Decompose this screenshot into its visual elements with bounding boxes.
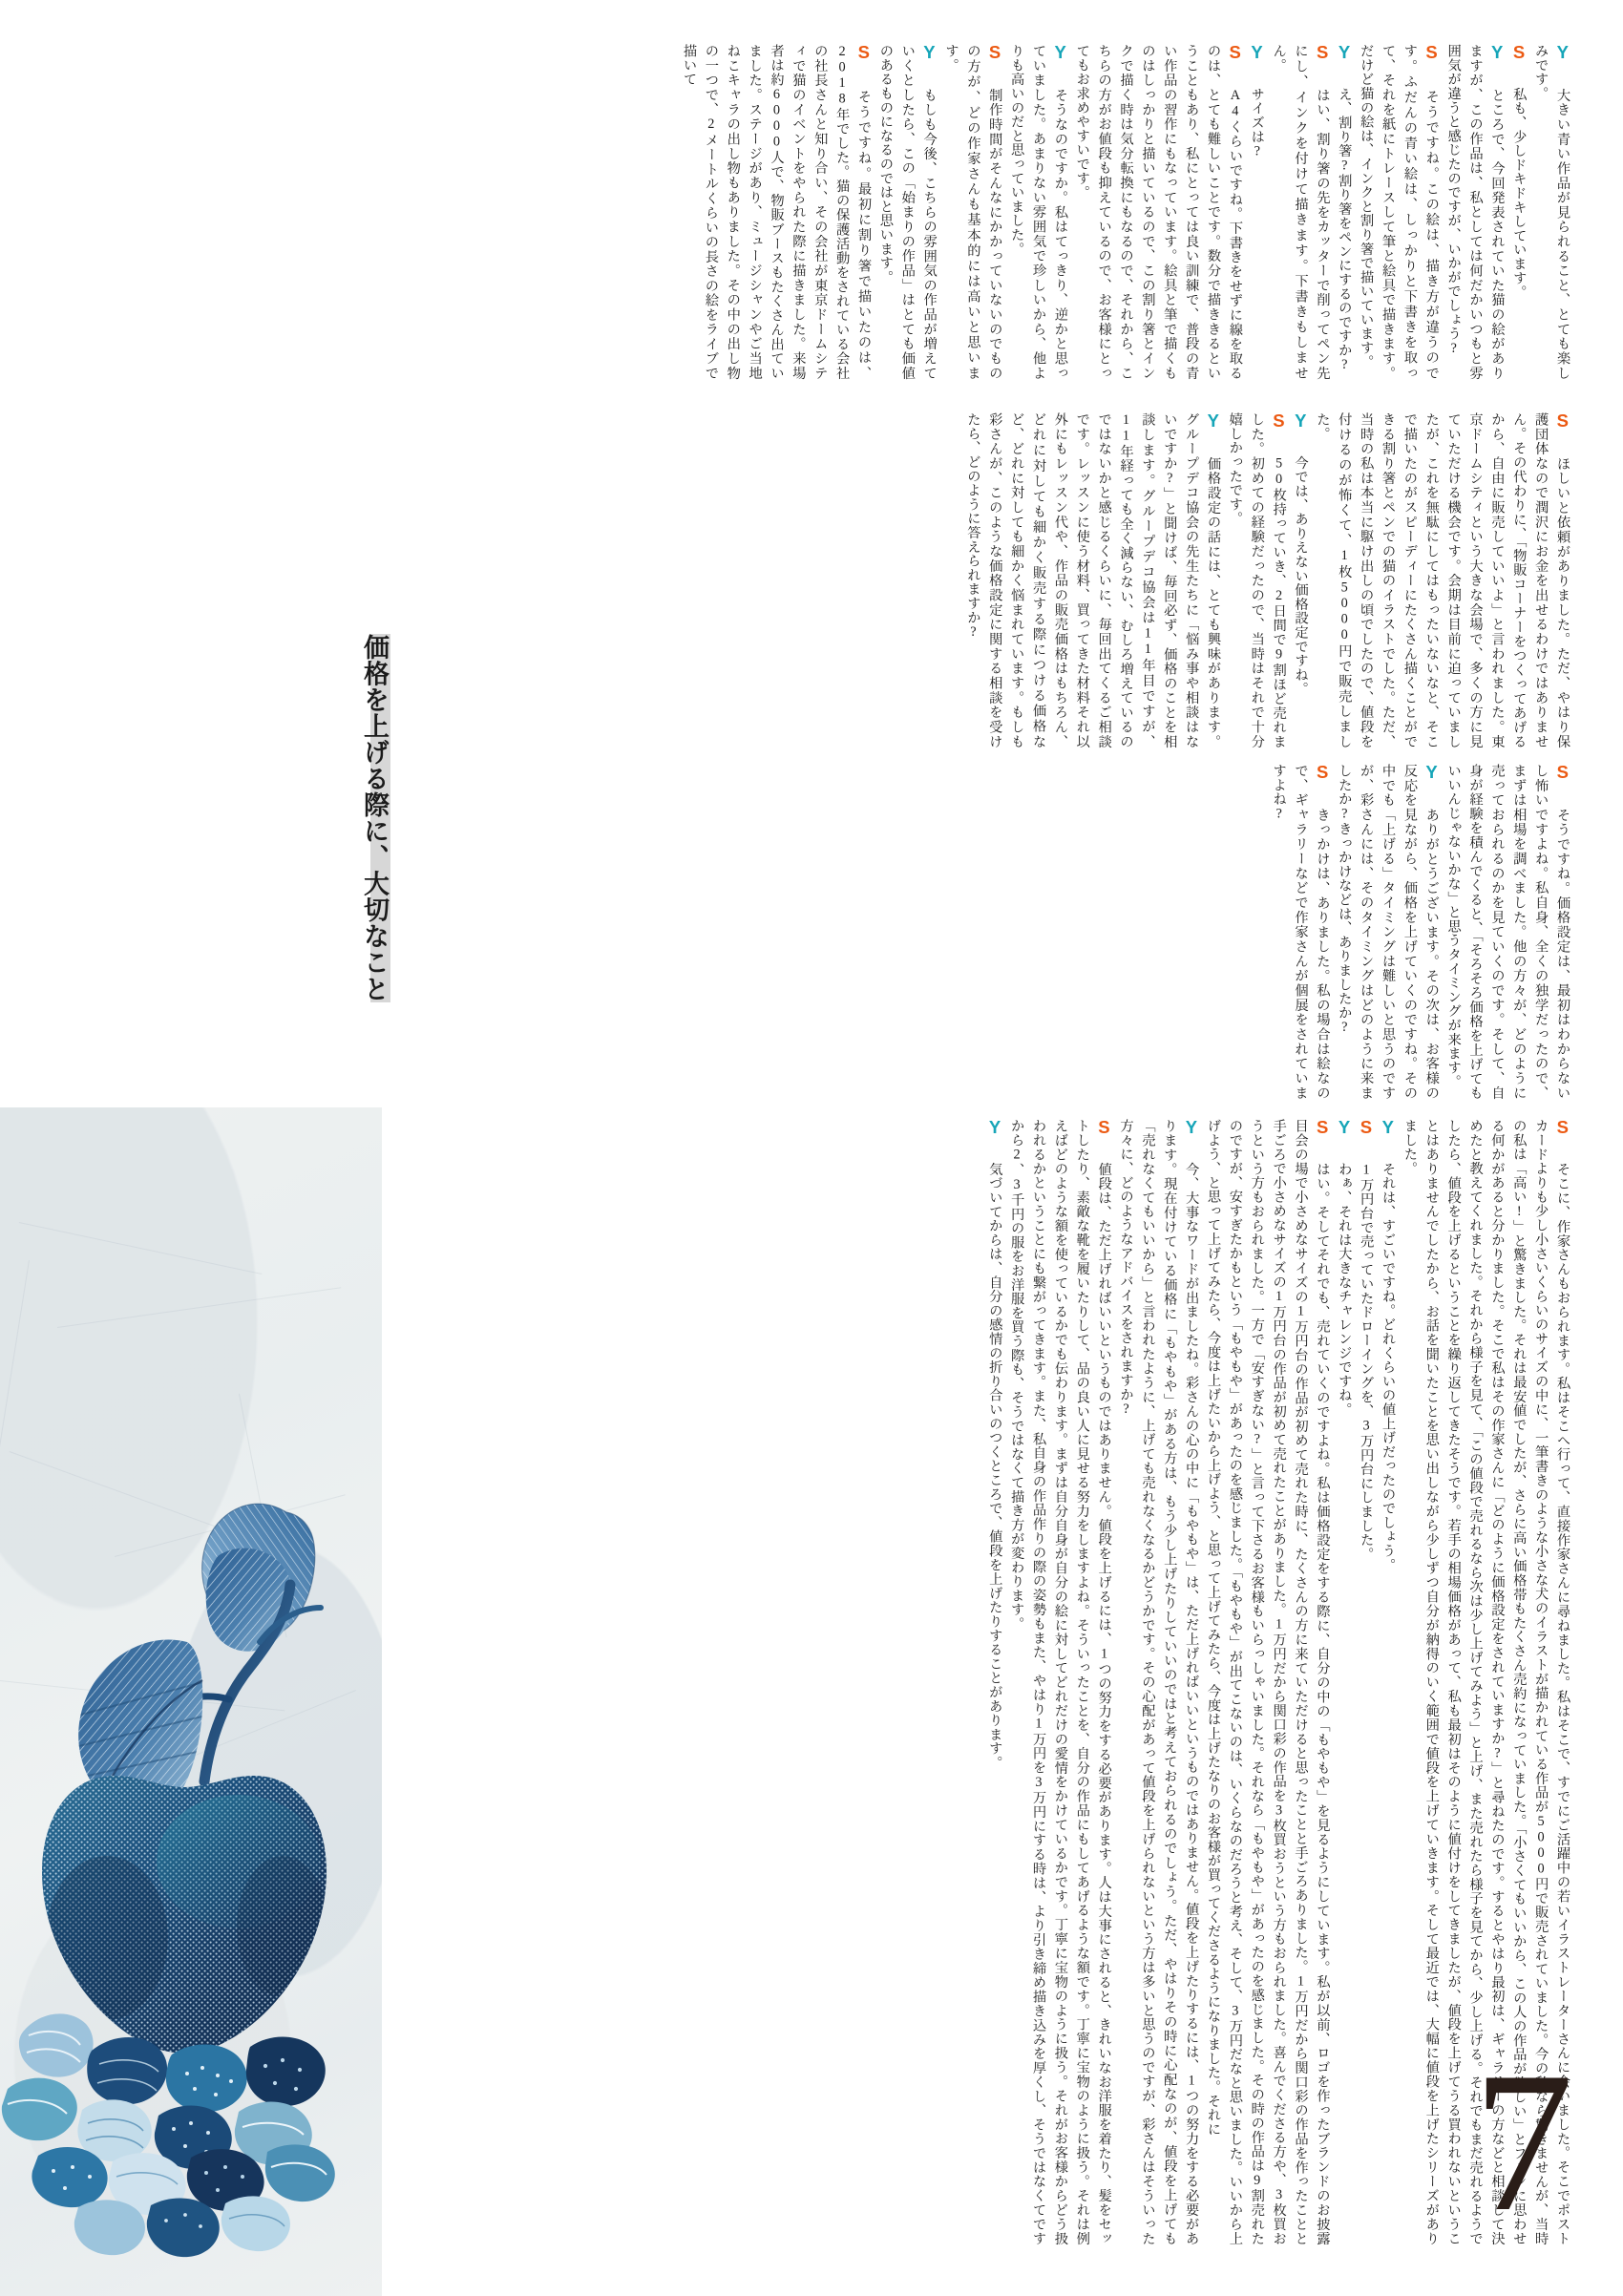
turn-text: ところで、今回発表されていた猫の絵がありますが、この作品は、私としては何だかいつもと雰囲気が違うと感じたのですが、いかがでしょう?: [1445, 44, 1506, 380]
turn-text: 今、大事なワードが出ましたね。彩さんの心の中に「もやもや」は、ただ上げればいいというものではありません。値段を上げたりするには、1つの努力をする必要があります。現在付けている価格に「もやもや」がある方は、もう少し上げたりしていいのではと考えておられるのでしょう。ただ、やはりその時に心配なのが、値段を上げても「売れなくてもいいから」と言われたように、上げても売れなくなるかどうかです。その心配があって値段を上げられないという方は多いと思うのですが、彩さんはそういった方々に、どのようなアドバイスをされますか?: [1118, 1119, 1200, 2245]
interview-turn: [1377, 1119, 1399, 2245]
speaker-label-interviewer: Y: [1251, 42, 1264, 62]
turn-text: そうですね。この絵は、描き方が違うのです。ふだんの青い絵は、しっかりと下書きを取って、それを紙にトレースして筆と絵具で描きます。だけど猫の絵は、インクと割り箸で描いています。: [1359, 44, 1440, 380]
speaker-label-artist: S: [1512, 42, 1526, 62]
speaker-label-interviewer: Y: [1425, 762, 1439, 782]
turn-text: それは、すごいですね。どれくらいの値上げだったのでしょう。: [1381, 1162, 1396, 1572]
turn-text: ほしいと依頼がありました。ただ、やはり保護団体なので潤沢にお金を出せるわけではありません。その代わりに、「物販コーナーをつくってあげるから、自由に販売していいよ」と言われました。東京ドームシティという大きな会場で、多くの方に見ていただける機会です。会期は目前に迫っていましたが、これを無駄にしてはもったいないなと、そこで描いたのがスピーディーにたくさん描くことができる割り箸とペンでの猫のイラストでした。ただ、当時の私は本当に駆け出しの頃でしたので、値段を付けるのが怖くて、1枚5000円で販売しました。: [1315, 412, 1570, 748]
interview-turn: [1224, 412, 1290, 748]
turn-text: え、割り箸?割り箸をペンにするのですか?: [1337, 87, 1353, 373]
speaker-label-interviewer: Y: [1556, 42, 1570, 62]
interview-turn: [1333, 44, 1355, 380]
turn-text: もしも今後、こちらの雰囲気の作品が増えていくとしたら、この「始まりの作品」はとても価値のあるものになるのではと思います。: [877, 44, 938, 380]
artwork-blue-apple: [0, 1107, 382, 2296]
interview-turn: [1312, 412, 1574, 748]
speaker-label-artist: S: [1360, 1117, 1373, 1137]
interview-turn: [1443, 44, 1508, 380]
interview-turn: [1246, 44, 1268, 380]
speaker-label-interviewer: Y: [1381, 1117, 1395, 1137]
interview-turn: [1333, 764, 1442, 1100]
speaker-label-interviewer: Y: [1490, 42, 1504, 62]
speaker-label-interviewer: Y: [988, 1117, 1001, 1137]
speaker-label-artist: S: [1273, 411, 1286, 431]
interview-band-top: [34, 44, 1573, 380]
interview-turn: [1290, 412, 1312, 748]
interview-turn: [1507, 44, 1529, 380]
speaker-label-artist: S: [1556, 1117, 1570, 1137]
interview-turn: [1333, 1119, 1355, 2245]
page-number: 7: [1473, 2032, 1573, 2253]
interview-turn: [940, 44, 1006, 380]
turn-text: A4くらいですね。下書きをせずに線を取るのは、とても難しいことです。数分で描ききるということもあり、私にとっては良い訓練で、普段の青い作品の習作にもなっています。絵具と筆で描くものはしっかりと描いているので、この割り箸とインクで描く時は気分転換にもなるので、それから、こちらの方がお値段も抑えているので、お客様にとってもお求めやすいです。: [1074, 44, 1243, 380]
speaker-label-artist: S: [1316, 762, 1329, 782]
speaker-label-artist: S: [1098, 1117, 1111, 1137]
speaker-label-artist: S: [1229, 42, 1242, 62]
artwork-vector: [0, 1107, 382, 2296]
speaker-label-artist: S: [1556, 762, 1570, 782]
turn-text: そうですね。価格設定は、最初はわからないし怖いですよね。私自身、全くの独学だったので、まずは相場を調べました。他の方々が、どのように売っておられるのかを見ていくのです。そして、自身が経験を積んでくると、「そろそろ価格を上げてもいいんじゃないかな」と思うタイミングが来ます。: [1445, 764, 1570, 1100]
turn-text: 値段は、ただ上げればいいというものではありません。値段を上げるには、1つの努力をする必要があります。人は大事にされると、きれいなお洋服を着たり、髪をセットしたり、素敵な靴を履いたりして、品の良い人に見せる努力をしますよね。そういったことを、自分の作品にもしてあげるような額です。丁寧に宝物のように扱う。それは例えばどのような額を使っているかでも伝わります。まずは自分自身が自分の絵に対してどれだけの愛情をかけているかです。丁寧に宝物のように扱う。それがお客様からどう扱われるかということにも繋がってきます。また、私自身の作品作りの際の姿勢もまた、やはり1万円を3万円にする時は、より引き締め描き込みを厚くし、そうではなくてですから2、3千円の服をお洋服を買う際も、そうではなくて描き方が変わります。: [1009, 1119, 1112, 2245]
section-heading: [358, 634, 390, 1002]
turn-text: 今では、ありえない価格設定ですね。: [1293, 455, 1309, 696]
interview-turn: [1071, 44, 1246, 380]
turn-text: 価格設定の話には、とても興味があります。グループデコ協会の先生たちに「悩み事や相談はないですか?」と聞けば、毎回必ず、価格のことを相談します。グループデコ協会は11年目ですが、11年経っても全く減らない、むしろ増えているのではないかと感じるくらいに、毎回出てくるご相談です。レッスンに使う材料、買ってきた材料それ以外にもレッスン代や、作品の販売価格はもちろん、どれに対しても細かく販売する際につける価格など、どれに対しても細かく悩まれています。もしも彩さんが、このような価格設定に関する相談を受けたら、どのように答えられますか?: [965, 412, 1221, 748]
speaker-label-interviewer: Y: [1054, 42, 1067, 62]
turn-text: 気づいてからは、自分の感情の折り合いのつくところで、値段を上げたりすることがあります。: [987, 1162, 1003, 1770]
interview-turn: [1202, 1119, 1333, 2245]
speaker-label-interviewer: Y: [923, 42, 937, 62]
interview-turn: [1355, 44, 1443, 380]
turn-text: サイズは?: [1249, 87, 1265, 160]
speaker-label-artist: S: [1556, 411, 1570, 431]
section-heading-text: 価格を上げる際に、大切なこと: [360, 634, 389, 1002]
turn-text: はい。そしてそれでも、売れていくのですよね。私は価格設定をする際に、自分の中の「もやもや」を見るようにしています。私が以前、ロゴを作ったブランドのお披露目会の場で小さめなサイズの1万円台の作品が初めて売れた時に、たくさんの方に来ていただけると思ったことと手ごろありました。1万円だから関口彩の作品を作ったことと手ごろで小さめなサイズの1万円台の作品が初めて売れたことがありました。1万円だから関口彩の作品を3枚買おうという方もおられました。喜んでくださる方や、3枚買おうという方もおられました。一方で「安すぎない?」と言って下さるお客様もいらっしゃいました。それなら「もやもや」があったのを感じました。その時の作品は9割売れたのですが、安すぎたかもという「もやもや」があったのを感じました。「もやもや」が出てこないのは、いくらなのだろうと考え、そして、3万円だなと思いました。いいから上げよう、と思って上げてみたら、今度は上げたいから上げよう、と思って上げてみたら、今度は上げたなりのお客様が買ってくださるようになりました。それに: [1206, 1119, 1331, 2245]
interview-turn: [1005, 44, 1071, 380]
turn-text: わぁ、それは大きなチャレンジですね。: [1337, 1162, 1353, 1417]
speaker-label-interviewer: Y: [1295, 411, 1307, 431]
interview-turn: [1268, 44, 1334, 380]
interview-turn: [1115, 1119, 1203, 2245]
interview-turn: [1443, 764, 1573, 1100]
turn-text: ありがとうございます。その次は、お客様の反応を見ながら、価格を上げていくのですね。その中でも「上げる」タイミングは難しいと思うのですが、彩さんには、そのタイミングはどのように来ましたか?きっかけなどは、ありましたか?: [1337, 764, 1440, 1100]
interview-turn: [1005, 1119, 1114, 2245]
interview-band-middle: [34, 412, 1573, 748]
speaker-label-interviewer: Y: [1185, 1117, 1198, 1137]
turn-text: 1万円台で売っていたドローイングを、3万円台にしました。: [1359, 1162, 1375, 1562]
interview-turn: [962, 412, 1225, 748]
speaker-label-artist: S: [1425, 42, 1439, 62]
turn-text: そうですね。最初に割り箸で描いたのは、2018年でした。猫の保護活動をされている会社の社長さんと知り合い、その会社が東京ドームシティで猫のイベントをやられた際に描きました。来場者は約6000人で、物販ブースもたくさん出ていました。ステージがあり、ミュージシャンやご当地ねこキャラの出し物もありました。その中の出し物の一つで、2メートルくらいの長さの絵をライブで描いて: [682, 44, 872, 380]
speaker-label-interviewer: Y: [1338, 42, 1351, 62]
turn-text: そこに、作家さんもおられます。私はそこへ行って、直接作家さんに尋ねました。私はそこで、すでにご活躍中の若いイラストレーターさんに会いました。そこでポストカードよりも少し小さいくらいのサイズの中に、一筆書きのような小さな犬のイラストが描かれている作品が5000円で販売されていました。今の私なら驚きませんが、当時の私は「高い!」と驚きました。それは最安値でしたが、さらに高い価格帯もたくさん売約になっていました。「小さくてもいいから、この人の作品が欲しい」とファンに思わせる何かがあると分かりました。そこで私はその作家さんに「どのように価格設定をされていますか?」と尋ねたのです。するとやはり最初は、ギャラリーの方などと相談して決めたと教えてくれました。それから様子を見て、「この値段で売れるなら次は少し上げてみよう」と上げ、また売れたら様子を見てから、少し上げる。それでもまだ売れるようでしたら、値段を上げるということを繰り返してきたそうです。若手の相場価格があって、私も最初はそのように値付けをしてきましたが、値段を上げてうる買われないということはありませんでしたから、お話を聞いたことを思い出しながら少しずつ自分が納得のいく範囲で値段を上げていきます。そして最近では、大幅に値段を上げたシリーズがありました。: [1402, 1119, 1570, 2245]
interview-turn: [678, 44, 875, 380]
interview-turn: [875, 44, 940, 380]
interview-turn: [983, 1119, 1005, 2245]
speaker-label-interviewer: Y: [1338, 1117, 1351, 1137]
turn-text: 50枚持っていき、2日間で9割ほど売れました。初めての経験だったので、当時はそれで十分嬉しかったです。: [1227, 412, 1287, 749]
turn-text: 私も、少しドキドキしています。: [1511, 87, 1528, 300]
turn-text: そうなのですか。私はてっきり、逆かと思っていました。あまりない雰囲気で珍しいから、他よりも高いのだと思っていました。: [1009, 44, 1068, 380]
speaker-label-interviewer: Y: [1207, 411, 1220, 431]
turn-text: はい、割り箸の先をカッターで削ってペン先にし、インクを付けて描きます。下書きもしません。: [1271, 44, 1331, 380]
speaker-label-artist: S: [1316, 42, 1329, 62]
interview-band-lower: [399, 1117, 1573, 2253]
interview-band-bottom: [34, 764, 1573, 1100]
interview-turn: [1529, 44, 1573, 380]
interview-turn: [1268, 764, 1334, 1100]
speaker-label-artist: S: [988, 42, 1001, 62]
turn-text: きっかけは、ありました。私の場合は絵なので、ギャラリーなどで作家さんが個展をされていますよね?: [1271, 764, 1331, 1100]
turn-text: 大きい青い作品が見られること、とても楽しみです。: [1533, 44, 1570, 380]
interview-turn: [1355, 1119, 1377, 2245]
turn-text: 制作時間がそんなにかかっていないのでものの方が、どの作家さんも基本的には高いと思います。: [943, 44, 1003, 380]
speaker-label-artist: S: [857, 42, 871, 62]
speaker-label-artist: S: [1316, 1117, 1329, 1137]
